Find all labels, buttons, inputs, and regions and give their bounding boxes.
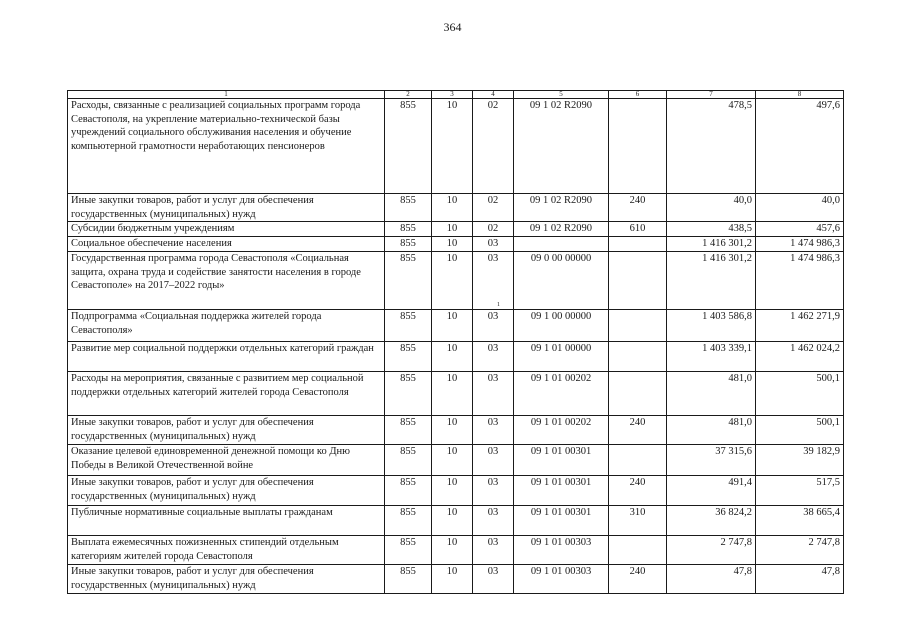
expense-type-cell <box>609 99 667 194</box>
ministry-code-cell: 855 <box>385 222 432 237</box>
amount-col8-cell: 1 474 986,3 <box>756 252 844 310</box>
table-row <box>68 99 844 194</box>
amount-col8-cell: 500,1 <box>756 372 844 416</box>
expense-name-cell: Государственная программа города Севастополя «Социальная защита, охрана труда и содействие занятости населения в городе Севастополе» на 2017–2022 годы» <box>68 252 385 310</box>
amount-col7-cell: 40,0 <box>667 194 756 222</box>
section-code-cell: 10 <box>432 99 473 194</box>
table-row <box>68 237 844 252</box>
table-row <box>68 310 844 342</box>
target-article-cell: 09 1 01 00202 <box>514 372 609 416</box>
ministry-code-cell: 855 <box>385 342 432 372</box>
ministry-code-cell: 855 <box>385 416 432 445</box>
amount-col7-cell: 1 403 586,8 <box>667 310 756 342</box>
section-code-cell: 10 <box>432 506 473 536</box>
column-number: 2 <box>385 91 432 99</box>
expense-type-cell: 240 <box>609 565 667 594</box>
amount-col7-cell: 481,0 <box>667 372 756 416</box>
table-row <box>68 476 844 506</box>
expense-type-cell <box>609 252 667 310</box>
column-number: 7 <box>667 91 756 99</box>
expense-type-cell <box>609 445 667 476</box>
page-number: 364 <box>443 20 462 34</box>
expense-type-cell <box>609 342 667 372</box>
target-article-cell: 09 1 01 00301 <box>514 476 609 506</box>
section-code-cell: 10 <box>432 342 473 372</box>
subsection-code-cell: 02 <box>473 222 514 237</box>
amount-col8-cell: 497,6 <box>756 99 844 194</box>
column-number-row <box>68 91 844 99</box>
expense-name-cell: Оказание целевой единовременной денежной помощи ко Дню Победы в Великой Отечественной войне <box>68 445 385 476</box>
subsection-code-cell: 02 <box>473 194 514 222</box>
expense-name-cell: Публичные нормативные социальные выплаты гражданам <box>68 506 385 536</box>
column-number: 5 <box>514 91 609 99</box>
amount-col8-cell: 38 665,4 <box>756 506 844 536</box>
subsection-code-cell: 03 <box>473 506 514 536</box>
table-row <box>68 252 844 310</box>
amount-col8-cell: 47,8 <box>756 565 844 594</box>
amount-col8-cell: 457,6 <box>756 222 844 237</box>
ministry-code-cell: 855 <box>385 310 432 342</box>
section-code-cell: 10 <box>432 372 473 416</box>
target-article-cell: 09 1 01 00000 <box>514 342 609 372</box>
table-row <box>68 536 844 565</box>
section-code-cell: 10 <box>432 310 473 342</box>
table-row <box>68 416 844 445</box>
expense-name-cell: Развитие мер социальной поддержки отдельных категорий граждан <box>68 342 385 372</box>
amount-col7-cell: 491,4 <box>667 476 756 506</box>
subsection-code-cell: 03 <box>473 445 514 476</box>
stray-mark: 1 <box>497 302 500 308</box>
section-code-cell: 10 <box>432 416 473 445</box>
subsection-code-cell: 03 <box>473 372 514 416</box>
table-row <box>68 372 844 416</box>
amount-col8-cell: 1 462 024,2 <box>756 342 844 372</box>
amount-col8-cell: 1 462 271,9 <box>756 310 844 342</box>
table-row <box>68 222 844 237</box>
subsection-code-cell: 03 <box>473 476 514 506</box>
table-row <box>68 342 844 372</box>
column-number: 3 <box>432 91 473 99</box>
expense-name-cell: Иные закупки товаров, работ и услуг для обеспечения государственных (муниципальных) нужд <box>68 565 385 594</box>
column-number: 8 <box>756 91 844 99</box>
amount-col7-cell: 1 403 339,1 <box>667 342 756 372</box>
target-article-cell: 09 1 02 R2090 <box>514 99 609 194</box>
expense-name-cell: Иные закупки товаров, работ и услуг для обеспечения государственных (муниципальных) нужд <box>68 416 385 445</box>
subsection-code-cell: 03 <box>473 565 514 594</box>
amount-col7-cell: 1 416 301,2 <box>667 252 756 310</box>
ministry-code-cell: 855 <box>385 476 432 506</box>
ministry-code-cell: 855 <box>385 237 432 252</box>
expense-type-cell: 610 <box>609 222 667 237</box>
amount-col8-cell: 500,1 <box>756 416 844 445</box>
expense-type-cell <box>609 536 667 565</box>
expense-type-cell: 240 <box>609 194 667 222</box>
amount-col7-cell: 478,5 <box>667 99 756 194</box>
ministry-code-cell: 855 <box>385 252 432 310</box>
column-number: 4 <box>473 91 514 99</box>
ministry-code-cell: 855 <box>385 536 432 565</box>
target-article-cell: 09 1 01 00301 <box>514 445 609 476</box>
expense-name-cell: Социальное обеспечение населения <box>68 237 385 252</box>
expense-name-cell: Иные закупки товаров, работ и услуг для обеспечения государственных (муниципальных) нужд <box>68 194 385 222</box>
amount-col8-cell: 1 474 986,3 <box>756 237 844 252</box>
amount-col7-cell: 2 747,8 <box>667 536 756 565</box>
amount-col7-cell: 37 315,6 <box>667 445 756 476</box>
subsection-code-cell: 03 <box>473 342 514 372</box>
target-article-cell: 09 1 01 00303 <box>514 536 609 565</box>
target-article-cell: 09 1 02 R2090 <box>514 222 609 237</box>
ministry-code-cell: 855 <box>385 445 432 476</box>
table-row <box>68 506 844 536</box>
expense-name-cell: Субсидии бюджетным учреждениям <box>68 222 385 237</box>
ministry-code-cell: 855 <box>385 565 432 594</box>
expense-name-cell: Подпрограмма «Социальная поддержка жителей города Севастополя» <box>68 310 385 342</box>
section-code-cell: 10 <box>432 445 473 476</box>
amount-col7-cell: 36 824,2 <box>667 506 756 536</box>
target-article-cell: 09 1 01 00301 <box>514 506 609 536</box>
ministry-code-cell: 855 <box>385 194 432 222</box>
expense-type-cell: 310 <box>609 506 667 536</box>
amount-col8-cell: 40,0 <box>756 194 844 222</box>
amount-col7-cell: 438,5 <box>667 222 756 237</box>
ministry-code-cell: 855 <box>385 506 432 536</box>
subsection-code-cell: 03 <box>473 310 514 342</box>
amount-col8-cell: 39 182,9 <box>756 445 844 476</box>
section-code-cell: 10 <box>432 252 473 310</box>
target-article-cell <box>514 237 609 252</box>
subsection-code-cell: 03 <box>473 252 514 310</box>
subsection-code-cell: 03 <box>473 536 514 565</box>
table-row <box>68 445 844 476</box>
column-number: 1 <box>68 91 385 99</box>
expense-type-cell: 240 <box>609 476 667 506</box>
target-article-cell: 09 1 01 00303 <box>514 565 609 594</box>
amount-col7-cell: 1 416 301,2 <box>667 237 756 252</box>
subsection-code-cell: 03 <box>473 416 514 445</box>
section-code-cell: 10 <box>432 565 473 594</box>
amount-col7-cell: 47,8 <box>667 565 756 594</box>
target-article-cell: 09 1 01 00202 <box>514 416 609 445</box>
ministry-code-cell: 855 <box>385 99 432 194</box>
target-article-cell: 09 0 00 00000 <box>514 252 609 310</box>
expense-name-cell: Расходы на мероприятия, связанные с развитием мер социальной поддержки отдельных категорий жителей города Севастополя <box>68 372 385 416</box>
amount-col8-cell: 2 747,8 <box>756 536 844 565</box>
expense-type-cell <box>609 310 667 342</box>
expense-name-cell: Иные закупки товаров, работ и услуг для обеспечения государственных (муниципальных) нужд <box>68 476 385 506</box>
budget-table <box>67 90 844 594</box>
amount-col7-cell: 481,0 <box>667 416 756 445</box>
table-row <box>68 565 844 594</box>
expense-type-cell: 240 <box>609 416 667 445</box>
expense-type-cell <box>609 372 667 416</box>
target-article-cell: 09 1 02 R2090 <box>514 194 609 222</box>
target-article-cell: 09 1 00 00000 <box>514 310 609 342</box>
section-code-cell: 10 <box>432 476 473 506</box>
expense-name-cell: Расходы, связанные с реализацией социальных программ города Севастополя, на укрепление материально-технической базы учреждений социального обслуживания населения и обучение компьютерной грамотности неработающих пенсионеров <box>68 99 385 194</box>
ministry-code-cell: 855 <box>385 372 432 416</box>
column-number: 6 <box>609 91 667 99</box>
expense-type-cell <box>609 237 667 252</box>
subsection-code-cell: 02 <box>473 99 514 194</box>
section-code-cell: 10 <box>432 536 473 565</box>
amount-col8-cell: 517,5 <box>756 476 844 506</box>
table-row <box>68 194 844 222</box>
section-code-cell: 10 <box>432 222 473 237</box>
subsection-code-cell: 03 <box>473 237 514 252</box>
section-code-cell: 10 <box>432 194 473 222</box>
section-code-cell: 10 <box>432 237 473 252</box>
expense-name-cell: Выплата ежемесячных пожизненных стипендий отдельным категориям жителей города Севастополя <box>68 536 385 565</box>
